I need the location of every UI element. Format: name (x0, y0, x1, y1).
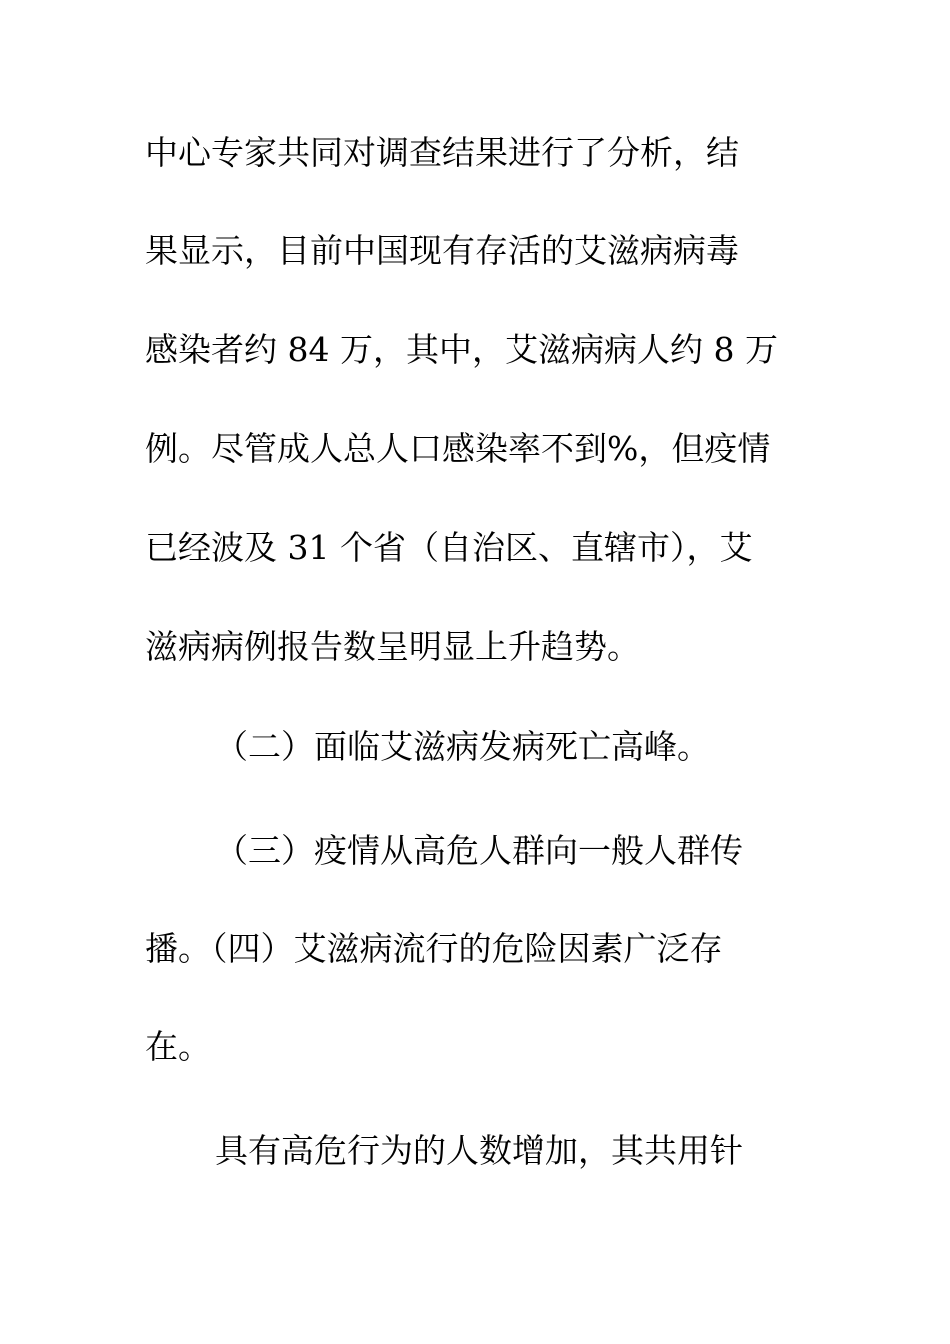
text-line-10: 在。 (145, 1027, 211, 1066)
text-line-2: 果显示，目前中国现有存活的艾滋病病毒 (145, 231, 739, 270)
text-line-9: 播。（四）艾滋病流行的危险因素广泛存 (145, 929, 723, 968)
heading-section-3: （三）疫情从高危人群向一般人群传 (215, 831, 743, 870)
text-line-5: 已经波及 31 个省（自治区、直辖市），艾 (145, 528, 753, 567)
text-line-11: 具有高危行为的人数增加，其共用针 (215, 1131, 743, 1170)
text-line-6: 滋病病例报告数呈明显上升趋势。 (145, 627, 640, 666)
heading-section-2: （二）面临艾滋病发病死亡高峰。 (215, 727, 710, 766)
text-line-1: 中心专家共同对调查结果进行了分析，结 (145, 133, 739, 172)
text-line-3: 感染者约 84 万，其中，艾滋病病人约 8 万 (145, 330, 778, 369)
text-line-4: 例。尽管成人总人口感染率不到%，但疫情 (145, 429, 771, 468)
